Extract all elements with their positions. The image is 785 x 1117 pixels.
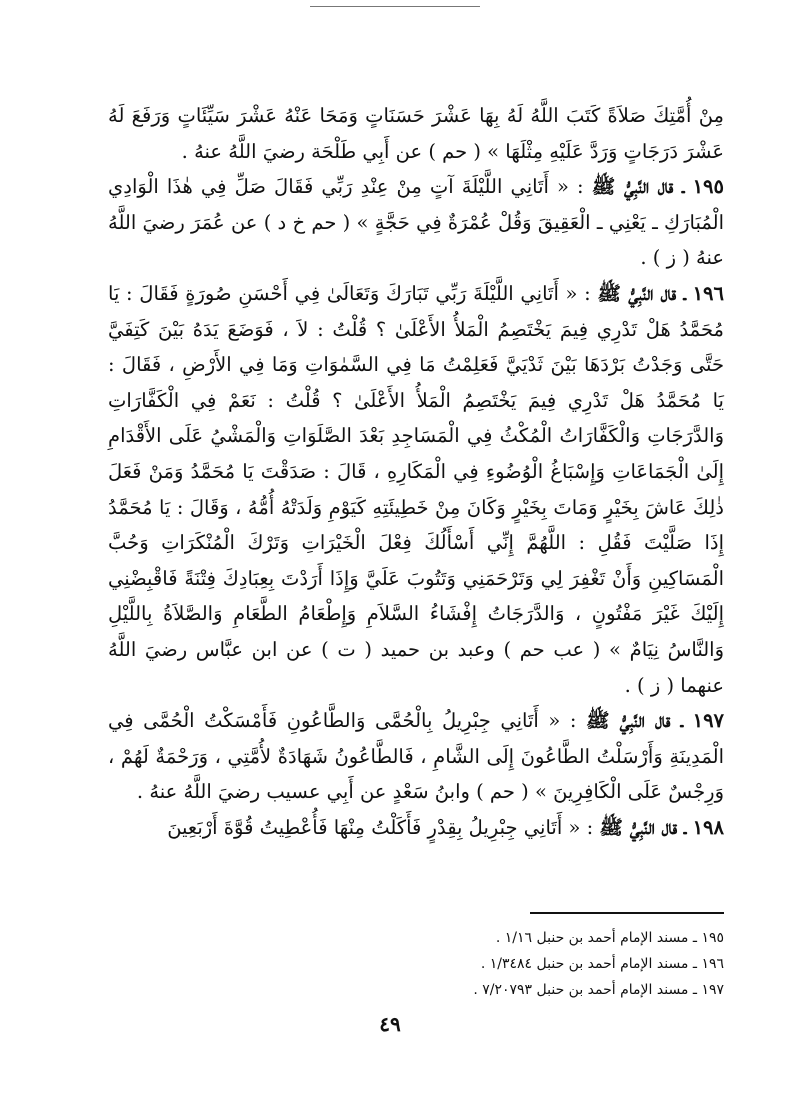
- hadith-prefix: ـ قال النَّبِيُّ ﷺ: [599, 815, 687, 839]
- footnote-197: ١٩٧ ـ مسند الإمام أحمد بن حنبل ٧/٢٠٧٩٣ .: [473, 982, 724, 998]
- hadith-198: [108, 810, 724, 846]
- main-text: [108, 98, 724, 845]
- hadith-text: : « أَتَانِي اللَّيْلَةَ رَبِّي تَبَارَكَ وَتَعَالَىٰ فِي أَحْسَنِ صُورَةٍ فَقَالَ : يَا مُحَمَّدُ هَلْ تَدْرِي فِيمَ يَخْتَصِمُ الْمَلأُ الأَعْلَىٰ ؟ قُلْتُ : لاَ ، فَوَضَعَ يَدَهُ بَيْنَ كَتِفَيَّ حَتَّى وَجَدْتُ بَرْدَهَا بَيْنَ ثَدْيَيَّ فَعَلِمْتُ مَا فِي السَّمٰوَاتِ وَمَا فِي الأَرْضِ ، فَقَالَ : يَا مُحَمَّدُ هَلْ تَدْرِي فِيمَ يَخْتَصِمُ الْمَلأُ الأَعْلَىٰ ؟ قُلْتُ : نَعَمْ فِي الْكَفَّارَاتِ وَالدَّرَجَاتِ وَالْكَفَّارَاتُ الْمُكْثُ فِي الْمَسَاجِدِ بَعْدَ الصَّلَوَاتِ وَالْمَشْيُ عَلَى الأَقْدَامِ إِلَىٰ الْجَمَاعَاتِ وَإِسْبَاغُ الْوُضُوءِ فِي الْمَكَارِهِ ، قَالَ : صَدَقْتَ يَا مُحَمَّدُ وَمَنْ فَعَلَ ذٰلِكَ عَاشَ بِخَيْرٍ وَمَاتَ بِخَيْرٍ وَكَانَ مِنْ خَطِيئَتِهِ كَيَوْمِ وَلَدَتْهُ أُمُّهُ ، وَقَالَ : يَا مُحَمَّدُ إِذَا صَلَّيْتَ فَقُلِ : اللَّهُمَّ إِنِّي أَسْأَلُكَ فِعْلَ الْخَيْرَاتِ وَتَرْكَ الْمُنْكَرَاتِ وَحُبَّ الْمَسَاكِينِ وَأَنْ تَغْفِرَ لِي وَتَرْحَمَنِي وَتَتُوبَ عَلَيَّ وَإِذَا أَرَدْتَ بِعِبَادِكَ فِتْنَةً فَاقْبِضْنِي إِلَيْكَ غَيْرَ مَفْتُونٍ ، وَالدَّرَجَاتُ إِفْشَاءُ السَّلاَمِ وَإِطْعَامُ الطَّعَامِ وَالصَّلاَةُ بِاللَّيْلِ وَالنَّاسُ نِيَامٌ » ( عب حم ) وعبد بن حميد ( ت ) عن ابن عبَّاس رضيَ اللَّهُ عنهما ( ز ) .: [108, 281, 724, 697]
- footnotes: [300, 925, 724, 1003]
- hadith-prefix: ـ قال النَّبِيُّ ﷺ: [585, 709, 684, 733]
- footnote-196: ١٩٦ ـ مسند الإمام أحمد بن حنبل ١/٣٤٨٤ .: [480, 956, 724, 972]
- top-rule: [310, 6, 480, 7]
- hadith-number: ١٩٨: [692, 815, 724, 839]
- hadith-text: : « أَتَانِي جِبْرِيلُ بِالْحُمَّى وَالطَّاعُونِ فَأَمْسَكْتُ الْحُمَّى فِي الْمَدِينَةِ وَأَرْسَلْتُ الطَّاعُونَ إِلَى الشَّامِ ، فَالطَّاعُونُ شَهَادَةٌ لأُمَّتِي ، وَرَحْمَةٌ لَهُمْ ، وَرِجْسٌ عَلَى الْكَافِرِينَ » ( حم ) وابنُ سَعْدٍ عن أَبِي عسيب رضيَ اللَّهُ عنهُ .: [108, 709, 724, 804]
- hadith-195: [108, 169, 724, 276]
- footnote-rule: [530, 912, 724, 914]
- footnote-195: ١٩٥ ـ مسند الإمام أحمد بن حنبل ١/١٦ .: [495, 930, 724, 946]
- paragraph-text: مِنْ أُمَّتِكَ صَلاَةً كَتَبَ اللَّهُ لَهُ بِهَا عَشْرَ حَسَنَاتٍ وَمَحَا عَنْهُ عَشْرَ سَيِّئَاتٍ وَرَفَعَ لَهُ عَشْرَ دَرَجَاتٍ وَرَدَّ عَلَيْهِ مِثْلَهَا » ( حم ) عن أَبِي طَلْحَة رضيَ اللَّهُ عنهُ .: [108, 104, 724, 163]
- hadith-text: : « أَتَانِي اللَّيْلَةَ آتٍ مِنْ عِنْدِ رَبِّي فَقَالَ صَلِّ فِي هٰذَا الْوَادِي الْمُبَارَكِ ـ يَعْنِي ـ الْعَقِيقَ وَقُلْ عُمْرَةٌ فِي حَجَّةٍ » ( حم خ د ) عن عُمَرَ رضيَ اللَّهُ عنهُ ( ز ) .: [108, 175, 724, 270]
- hadith-number: ١٩٦: [692, 281, 724, 305]
- hadith-number: ١٩٧: [692, 709, 725, 733]
- hadith-196: [108, 276, 724, 703]
- hadith-prefix: ـ قال النَّبِيُّ ﷺ: [591, 175, 685, 199]
- hadith-197: [108, 703, 724, 810]
- hadith-number: ١٩٥: [692, 175, 724, 199]
- page-number: ٤٩: [379, 1012, 401, 1036]
- paragraph-continuation: [108, 98, 724, 169]
- hadith-prefix: ـ قال النَّبِيُّ ﷺ: [597, 281, 686, 305]
- hadith-text: : « أَتَانِي جِبْرِيلُ بِقِدْرٍ فَأَكَلْتُ مِنْهَا فَأُعْطِيتُ قُوَّةَ أَرْبَعِينَ: [167, 815, 594, 839]
